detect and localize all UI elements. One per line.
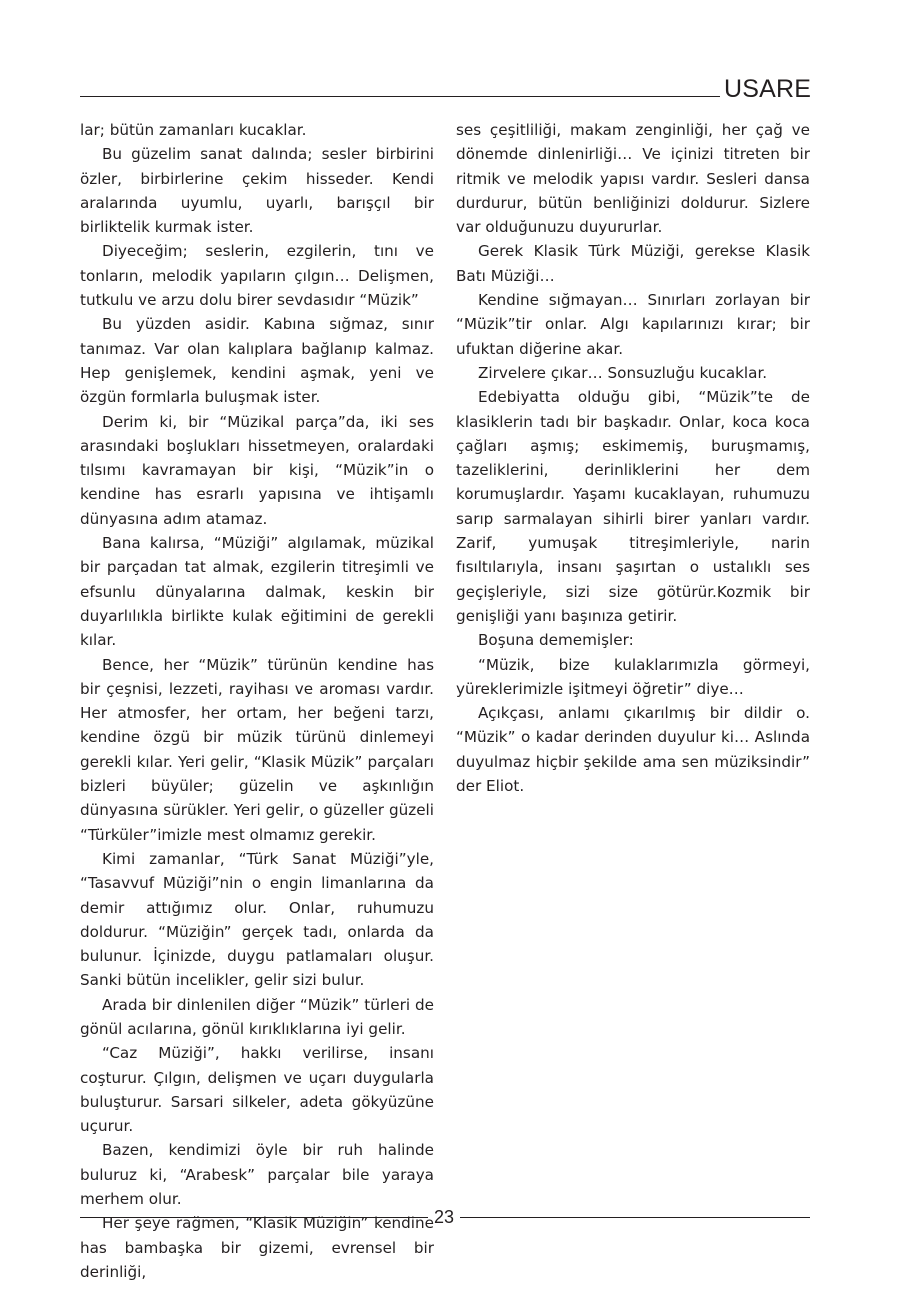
paragraph: Kimi zamanlar, “Türk Sanat Müziği”yle, “Tasavvuf Müziği”nin o engin limanlarına da demir attığımız olur. Onlar, ruhumuzu doldurur. “Müziğin” gerçek tadı, onlarda da bulunur. İçinizde, duygu patlamaları oluşur. Sanki bütün incelikler, gelir sizi bulur. bbox=[80, 849, 434, 990]
paragraph: Bence, her “Müzik” türünün kendine has bir çeşnisi, lezzeti, rayihası ve aroması vardır. Her atmosfer, her ortam, her beğeni tarzı, kendine özgü bir müzik türünü dinlemeyi gerekli kılar. Yeri gelir, “Klasik Müzik” parçaları bizleri büyüler; güzelin ve aşkınlığın dünyasına sürükler. Yeri gelir, o güzeller güzeli “Türküler”imizle mest olmamız gerekir. bbox=[80, 655, 434, 844]
paragraph: Gerek Klasik Türk Müziği, gerekse Klasik Batı Müziği… bbox=[456, 242, 810, 285]
footer-rule-right bbox=[460, 1217, 810, 1218]
paragraph: Diyeceğim; seslerin, ezgilerin, tını ve tonların, melodik yapıların çılgın… Delişmen, tutkulu ve arzu dolu birer sevdasıdır “Müzik” bbox=[80, 242, 434, 310]
paragraph: Bu güzelim sanat dalında; sesler birbirini özler, birbirlerine çekim hisseder. Kendi aralarında uyumlu, uyarlı, barışçıl bir birliktelik kurmak ister. bbox=[80, 145, 434, 237]
paragraph: “Müzik, bize kulaklarımızla görmeyi, yüreklerimizle işitmeyi öğretir” diye… bbox=[456, 655, 810, 698]
paragraph: lar; bütün zamanları kucaklar. bbox=[80, 121, 307, 139]
right-column bbox=[456, 118, 810, 798]
paragraph: Kendine sığmayan… Sınırları zorlayan bir “Müzik”tir onlar. Algı kapılarınızı kırar; bir ufuktan diğerine akar. bbox=[456, 291, 810, 358]
paragraph: Bana kalırsa, “Müziği” algılamak, müzikal bir parçadan tat almak, ezgilerin titreşimli ve efsunlu dünyalarına dalmak, keskin bir duyarlılıkla birlikte kulak eğitimini de gerekli kılar. bbox=[80, 534, 434, 650]
page-number: 23 bbox=[433, 1207, 455, 1227]
header-rule bbox=[80, 96, 720, 97]
paragraph: Açıkçası, anlamı çıkarılmış bir dildir o. “Müzik” o kadar derinden duyulur ki… Aslında duyulmaz hiçbir şekilde ama sen müziksindir” der Eliot. bbox=[456, 704, 810, 796]
paragraph: Edebiyatta olduğu gibi, “Müzik”te de klasiklerin tadı bir başkadır. Onlar, koca koca çağları aşmış; eskimemiş, buruşmamış, tazeliklerini, derinliklerini her dem korumuşlardır. Yaşamı kucaklayan, ruhumuzu sarıp sarmalayan sihirli birer yanları vardır. Zarif, yumuşak titreşimleriyle, narin fısıltılarıyla, insanı şaşırtan o ustalıklı ses geçişleriyle, sizi size götürür.Kozmik bir genişliği yanı başınıza getirir. bbox=[456, 388, 810, 625]
paragraph: Bazen, kendimizi öyle bir ruh halinde buluruz ki, “Arabesk” parçalar bile yaraya merhem olur. bbox=[80, 1141, 434, 1209]
paragraph: Zirvelere çıkar… Sonsuzluğu kucaklar. bbox=[478, 363, 768, 382]
paragraph: Arada bir dinlenilen diğer “Müzik” türleri de gönül acılarına, gönül kırıklıklarına iyi gelir. bbox=[80, 995, 434, 1038]
paragraph: Her şeye rağmen, “Klasik Müziğin” kendine has bambaşka bir gizemi, evrensel bir derinliği, bbox=[80, 1214, 434, 1281]
paragraph: Boşuna dememişler: bbox=[478, 631, 634, 650]
paragraph: Bu yüzden asidir. Kabına sığmaz, sınır tanımaz. Var olan kalıplara bağlanıp kalmaz. Hep genişlemek, kendini aşmak, yeni ve özgün formlarla buluşmak ister. bbox=[80, 315, 434, 407]
paragraph: ses çeşitliliği, makam zenginliği, her çağ ve dönemde dinlenirliği… Ve içinizi titreten bir ritmik ve melodik yapısı vardır. Sesleri dansa durdurur, bütün benliğinizi doldurur. Sizlere var olduğunuzu duyururlar. bbox=[456, 121, 810, 237]
left-column bbox=[80, 118, 434, 1284]
paragraph: “Caz Müziği”, hakkı verilirse, insanı coşturur. Çılgın, delişmen ve uçarı duygularla buluşturur. Sarsari silkeler, adeta gökyüzüne uçurur. bbox=[80, 1044, 434, 1136]
paragraph: Derim ki, bir “Müzikal parça”da, iki ses arasındaki boşlukları hissetmeyen, oralardaki tılsımı kavramayan bir kişi, “Müzik”in o kendine has esrarlı yapısına ve ihtişamlı dünyasına adım atamaz. bbox=[80, 412, 434, 528]
footer-rule-left bbox=[80, 1217, 428, 1218]
journal-title: USARE bbox=[724, 75, 812, 103]
